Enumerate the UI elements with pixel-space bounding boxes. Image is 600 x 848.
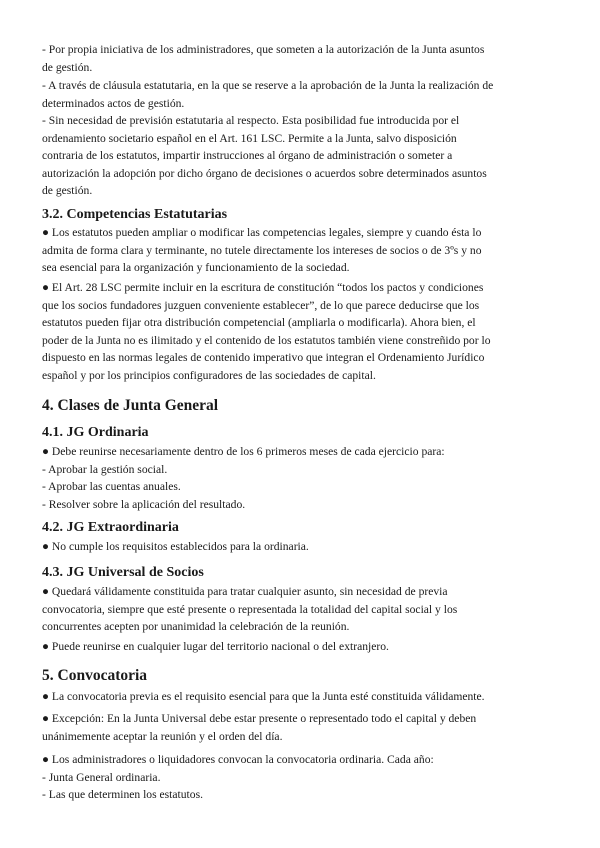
text-line: - Por propia iniciativa de los administradores, que someten a la autorización de la Junta asuntos [42,43,485,56]
text-line: que los socios fundadores juzguen conveniente establecer”, de lo que parece deducirse que los [42,298,480,312]
section-heading [42,564,556,582]
heading-3-2: 3.2. Competencias Estatutarias [42,207,228,222]
paragraph [42,41,556,76]
text-line: unánimemente aceptar la reunión y el orden del día. [42,729,283,743]
text-line: dispuesto en las normas legales de contenido imperativo que integran el Ordenamiento Jurídico [42,351,485,365]
paragraph [42,583,556,636]
heading-4-3: 4.3. JG Universal de Socios [42,565,204,580]
heading-5: 5. Convocatoria [42,667,148,684]
text-line: estatutos pueden fijar otra distribución competencial (ampliarla o modificarla). Ahora bien, el [42,316,476,330]
paragraph [42,279,556,385]
text-line: - Las que determinen los estatutos. [42,788,203,802]
text-line: ● Excepción: En la Junta Universal debe estar presente o representado todo el capital y deben [42,712,477,725]
text-line: ● El Art. 28 LSC permite incluir en la escritura de constitución “todos los pactos y condiciones [42,281,484,294]
paragraph [42,538,556,556]
paragraph [42,710,556,745]
text-line: ● Puede reunirse en cualquier lugar del territorio nacional o del extranjero. [42,640,389,653]
text-line: ● La convocatoria previa es el requisito esencial para que la Junta esté constituida válidamente. [42,690,485,703]
paragraph [42,638,556,656]
text-line: concurrentes acepten por unanimidad la celebración de la reunión. [42,620,350,634]
text-line: - Junta General ordinaria. [42,770,161,784]
text-line: autorización la adopción por dicho órgano de decisiones o acuerdos sobre determinados asuntos [42,166,487,180]
text-line: - Sin necesidad de previsión estatutaria al respecto. Esta posibilidad fue introducida por el [42,114,460,127]
text-line: ● Debe reunirse necesariamente dentro de los 6 primeros meses de cada ejercicio para: [42,445,445,458]
text-line: español y por los principios configuradores de las sociedades de capital. [42,368,376,382]
section-heading [42,396,556,416]
text-line: contraria de los estatutos, impartir instrucciones al órgano de administración o someter a [42,149,453,163]
section-heading [42,424,556,442]
text-line: determinados actos de gestión. [42,96,185,110]
text-line: admita de forma clara y terminante, no tutele directamente los intereses de socios o de 3ºs y no [42,243,482,257]
text-line: ordenamiento societario español en el Art. 161 LSC. Permite a la Junta, salvo disposición [42,131,457,145]
text-line: sea esencial para la organización y funcionamiento de la sociedad. [42,261,350,275]
section-heading [42,519,556,537]
text-line: ● No cumple los requisitos establecidos para la ordinaria. [42,540,309,553]
section-heading [42,206,556,224]
text-line: - Resolver sobre la aplicación del resultado. [42,497,246,511]
heading-4: 4. Clases de Junta General [42,397,219,414]
paragraph [42,751,556,804]
text-line: - A través de cláusula estatutaria, en la que se reserve a la aprobación de la Junta la realización de [42,79,494,92]
heading-4-1: 4.1. JG Ordinaria [42,425,149,440]
text-line: de gestión. [42,60,93,74]
text-line: ● Quedará válidamente constituida para tratar cualquier asunto, sin necesidad de previa [42,585,448,598]
paragraph [42,112,556,200]
text-line: poder de la Junta no es ilimitado y el contenido de los estatutos también viene constreñido por lo [42,333,491,347]
paragraph [42,224,556,277]
text-line: de gestión. [42,184,93,198]
paragraph [42,77,556,112]
text-line: - Aprobar las cuentas anuales. [42,480,181,494]
paragraph [42,688,556,706]
section-heading [42,666,556,686]
paragraph [42,443,556,513]
heading-4-2: 4.2. JG Extraordinaria [42,520,179,535]
text-line: convocatoria, siempre que esté presente o representada la totalidad del capital social y los [42,602,458,616]
text-line: ● Los estatutos pueden ampliar o modificar las competencias legales, siempre y cuando ésta lo [42,226,482,239]
text-line: - Aprobar la gestión social. [42,462,168,476]
text-line: ● Los administradores o liquidadores convocan la convocatoria ordinaria. Cada año: [42,753,434,766]
